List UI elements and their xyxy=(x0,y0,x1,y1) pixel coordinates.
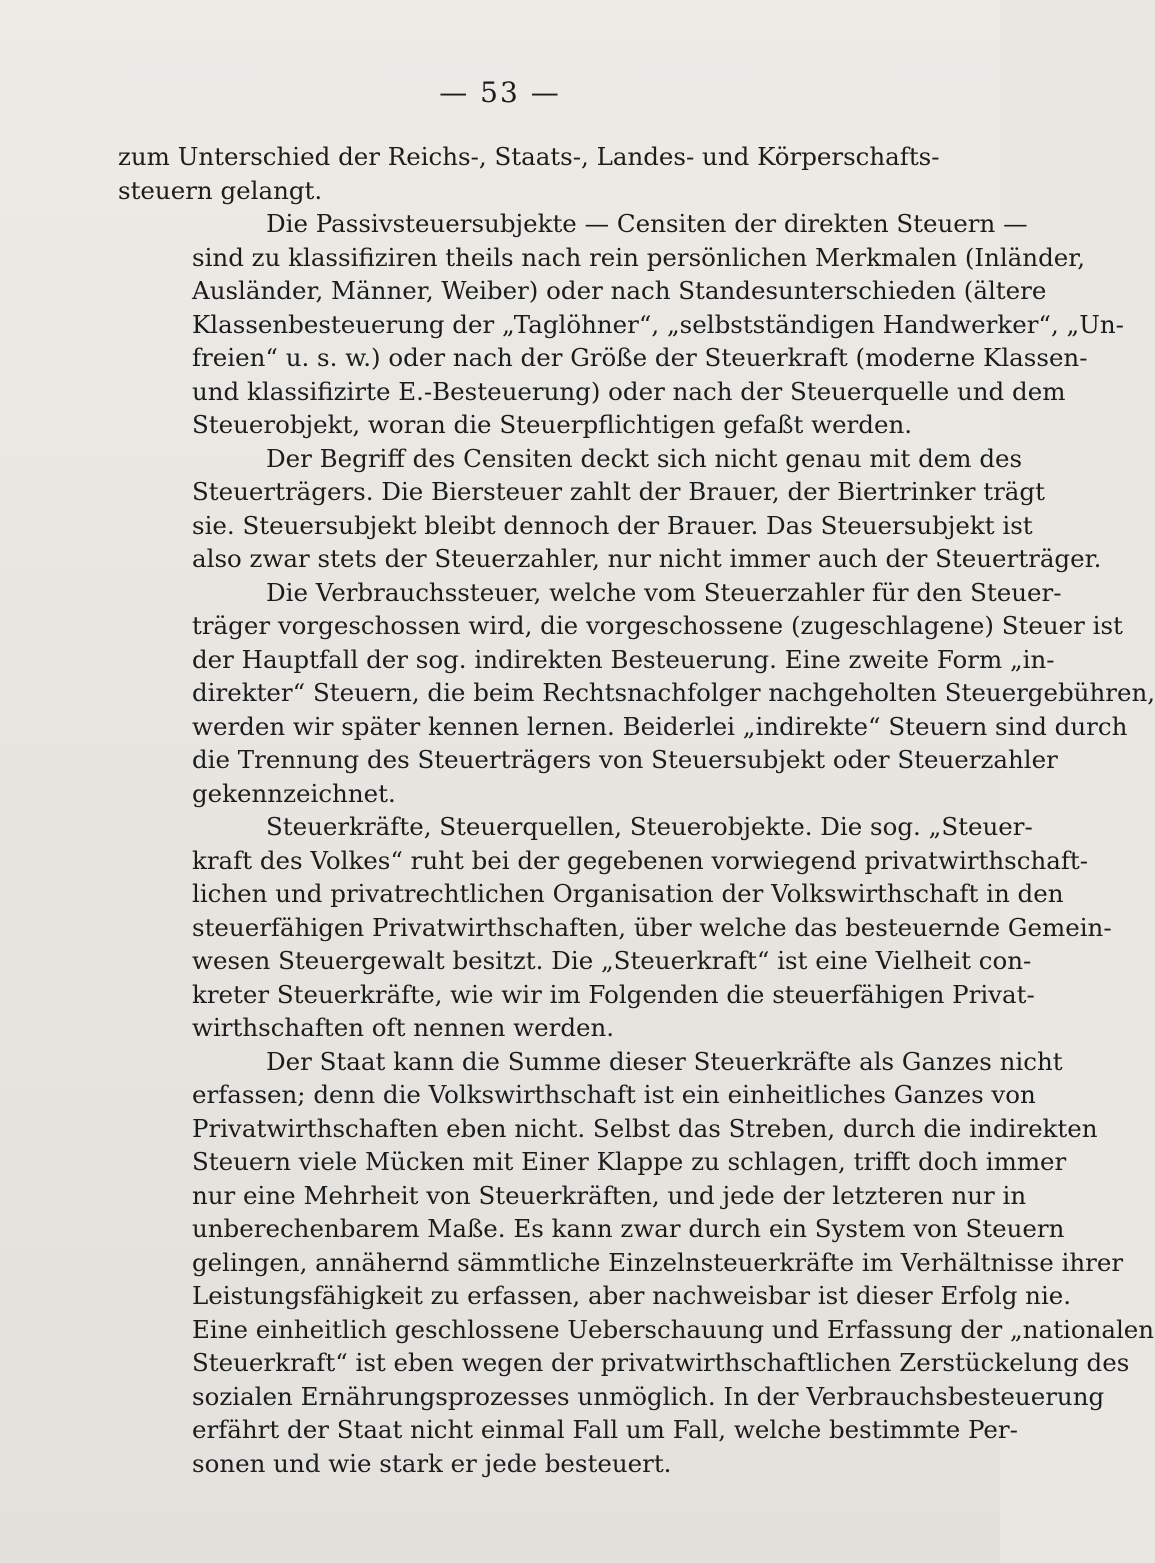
text-line: Die Passivsteuersubjekte — Censiten der direkten Steuern — xyxy=(266,209,1028,238)
text-line: Klassenbesteuerung der „Taglöhner“, „selbstständigen Handwerker“, „Un- xyxy=(192,309,1124,339)
text-line: gelingen, annähernd sämmtliche Einzelnsteuerkräfte im Verhältnisse ihrer xyxy=(192,1247,1124,1277)
text-line: unberechenbarem Maße. Es kann zwar durch ein System von Steuern xyxy=(192,1214,1065,1243)
text-line: Die Verbrauchssteuer, welche vom Steuerzahler für den Steuer- xyxy=(266,577,1062,607)
text-line: erfassen; denn die Volkswirthschaft ist ein einheitliches Ganzes von xyxy=(192,1080,1036,1109)
text-line: steuern gelangt. xyxy=(118,175,323,205)
text-line: Steuern viele Mücken mit Einer Klappe zu schlagen, trifft doch immer xyxy=(192,1147,1067,1176)
text-line: steuerfähigen Privatwirthschaften, über welche das besteuernde Gemein- xyxy=(192,912,1112,942)
text-line: sonen und wie stark er jede besteuert. xyxy=(192,1448,672,1478)
text-line: freien“ u. s. w.) oder nach der Größe der Steuerkraft (moderne Klassen- xyxy=(192,343,1088,372)
paragraph xyxy=(118,442,1102,576)
text-line: Der Begriff des Censiten deckt sich nicht genau mit dem des xyxy=(266,443,1023,473)
text-line: Leistungsfähigkeit zu erfassen, aber nachweisbar ist dieser Erfolg nie. xyxy=(192,1281,1072,1310)
text-line: die Trennung des Steuerträgers von Steuersubjekt oder Steuerzahler xyxy=(192,745,1058,774)
body-text xyxy=(118,140,1155,1480)
text-line: Steuerkraft“ ist eben wegen der privatwirthschaftlichen Zerstückelung des xyxy=(192,1348,1130,1377)
text-line: kraft des Volkes“ ruht bei der gegebenen vorwiegend privatwirthschaft- xyxy=(192,845,1089,875)
paragraph xyxy=(118,810,1112,1045)
text-line: kreter Steuerkräfte, wie wir im Folgenden die steuerfähigen Privat- xyxy=(192,979,1035,1009)
text-line: also zwar stets der Steuerzahler, nur nicht immer auch der Steuerträger. xyxy=(192,544,1102,573)
text-line: Eine einheitlich geschlossene Ueberschauung und Erfassung der „nationalen xyxy=(192,1314,1155,1344)
page-number: — 53 — xyxy=(439,76,561,109)
text-line: lichen und privatrechtlichen Organisation der Volkswirthschaft in den xyxy=(192,879,1064,908)
paragraph xyxy=(118,140,940,207)
text-line: gekennzeichnet. xyxy=(192,778,396,808)
text-line: wirthschaften oft nennen werden. xyxy=(192,1013,615,1042)
text-line: nur eine Mehrheit von Steuerkräften, und jede der letzteren nur in xyxy=(192,1180,1027,1210)
text-line: direkter“ Steuern, die beim Rechtsnachfolger nachgeholten Steuergebühren, xyxy=(192,678,1155,707)
text-line: werden wir später kennen lernen. Beiderlei „indirekte“ Steuern sind durch xyxy=(192,711,1128,741)
text-line: der Hauptfall der sog. indirekten Besteuerung. Eine zweite Form „in- xyxy=(192,644,1055,674)
text-line: sozialen Ernährungsprozesses unmöglich. In der Verbrauchsbesteuerung xyxy=(192,1381,1105,1411)
text-line: sind zu klassifiziren theils nach rein persönlichen Merkmalen (Inländer, xyxy=(192,242,1086,272)
text-line: Der Staat kann die Summe dieser Steuerkräfte als Ganzes nicht xyxy=(266,1046,1063,1076)
text-line: Privatwirthschaften eben nicht. Selbst das Streben, durch die indirekten xyxy=(192,1113,1098,1143)
text-line: und klassifizirte E.-Besteuerung) oder nach der Steuerquelle und dem xyxy=(192,376,1066,406)
text-line: wesen Steuergewalt besitzt. Die „Steuerkraft“ ist eine Vielheit con- xyxy=(192,946,1032,975)
paragraph xyxy=(118,207,1124,442)
text-line: erfährt der Staat nicht einmal Fall um Fall, welche bestimmte Per- xyxy=(192,1415,1018,1444)
text-line: träger vorgeschossen wird, die vorgeschossene (zugeschlagene) Steuer ist xyxy=(192,611,1123,640)
text-line: sie. Steuersubjekt bleibt dennoch der Brauer. Das Steuersubjekt ist xyxy=(192,510,1033,540)
text-line: Steuerträgers. Die Biersteuer zahlt der Brauer, der Biertrinker trägt xyxy=(192,477,1045,506)
text-line: zum Unterschied der Reichs-, Staats-, Landes- und Körperschafts- xyxy=(118,142,940,171)
text-line: Steuerkräfte, Steuerquellen, Steuerobjekte. Die sog. „Steuer- xyxy=(266,812,1033,841)
text-line: Ausländer, Männer, Weiber) oder nach Standesunterschieden (ältere xyxy=(192,276,1047,305)
paragraph xyxy=(118,1045,1155,1481)
paragraph xyxy=(118,576,1155,811)
text-line: Steuerobjekt, woran die Steuerpflichtigen gefaßt werden. xyxy=(192,410,913,439)
